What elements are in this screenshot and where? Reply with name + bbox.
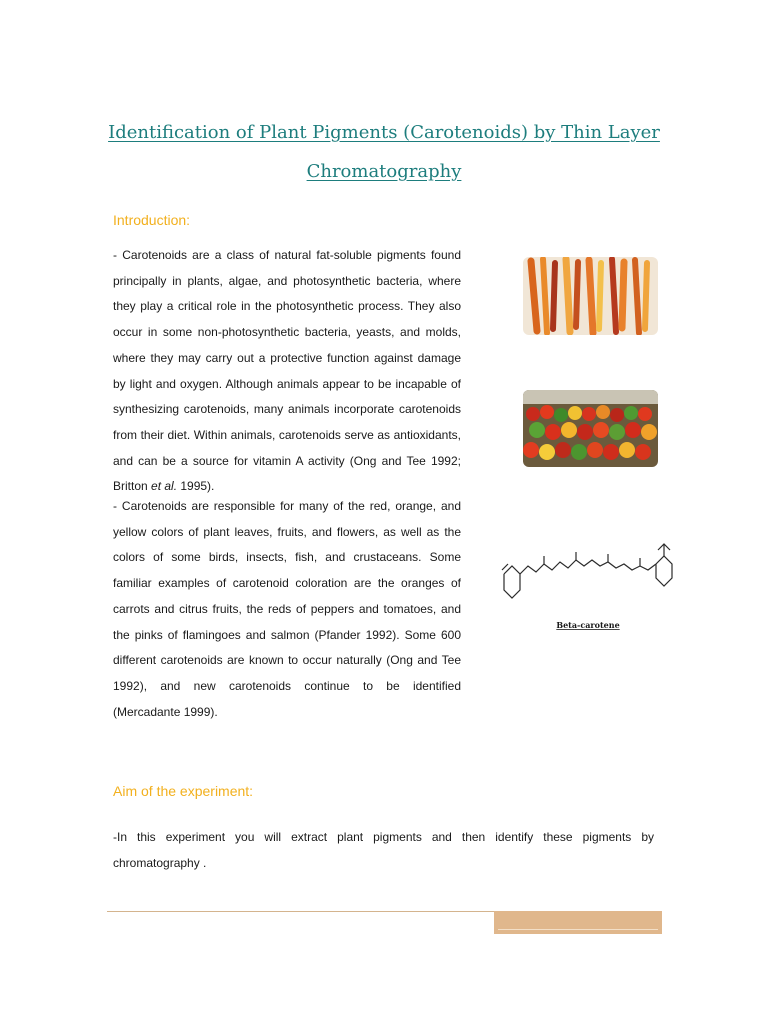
beta-carotene-structure-diagram bbox=[498, 540, 678, 635]
intro-paragraph-1 bbox=[113, 243, 461, 500]
molecule-lines bbox=[502, 544, 672, 598]
vegetables-illustration bbox=[523, 390, 658, 467]
beta-carotene-label: Beta-carotene bbox=[556, 620, 620, 630]
document-title-line-2: Chromatography bbox=[306, 161, 462, 182]
intro-paragraph-1-italic: et al. bbox=[151, 479, 178, 494]
intro-paragraph-1-end: 1995). bbox=[177, 479, 215, 494]
document-title-line-1: Identification of Plant Pigments (Carotenoids) by Thin Layer bbox=[108, 122, 660, 143]
carrots-illustration bbox=[523, 257, 658, 335]
intro-paragraph-2: - Carotenoids are responsible for many of the red, orange, and yellow colors of plant leaves, fruits, and flowers, as well as the colors of some birds, insects, fish, and crustaceans. Some familiar examples of carotenoid coloration are the oranges of carrots and citrus fruits, the reds of peppers and tomatoes, and the pinks of flamingoes and salmon (Pfander 1992). Some 600 different carotenoids are known to occur naturally (Ong and Tee 1992), and new carotenoids continue to be identified (Mercadante 1999). bbox=[113, 499, 461, 719]
carrots-photo bbox=[523, 257, 658, 335]
intro-paragraph-1-text: - Carotenoids are a class of natural fat-soluble pigments found principally in plants, algae, and photosynthetic bacteria, where they play a critical role in the photosynthetic process. They also occur in some non-photosynthetic bacteria, yeasts, and molds, where they may carry out a protective function against damage by light and oxygen. Although animals appear to be incapable of synthesizing carotenoids, many animals incorporate carotenoids from their diet. Within animals, carotenoids serve as antioxidants, and can be a source for vitamin A activity (Ong and Tee 1992; Britton bbox=[113, 248, 461, 494]
aim-heading: Aim of the experiment: bbox=[113, 783, 254, 799]
footer-accent-bar bbox=[494, 911, 662, 934]
introduction-heading: Introduction: bbox=[113, 212, 191, 228]
aim-paragraph: -In this experiment you will extract plant pigments and then identify these pigments by chromatography . bbox=[113, 830, 654, 870]
vegetables-market-photo bbox=[523, 390, 658, 467]
